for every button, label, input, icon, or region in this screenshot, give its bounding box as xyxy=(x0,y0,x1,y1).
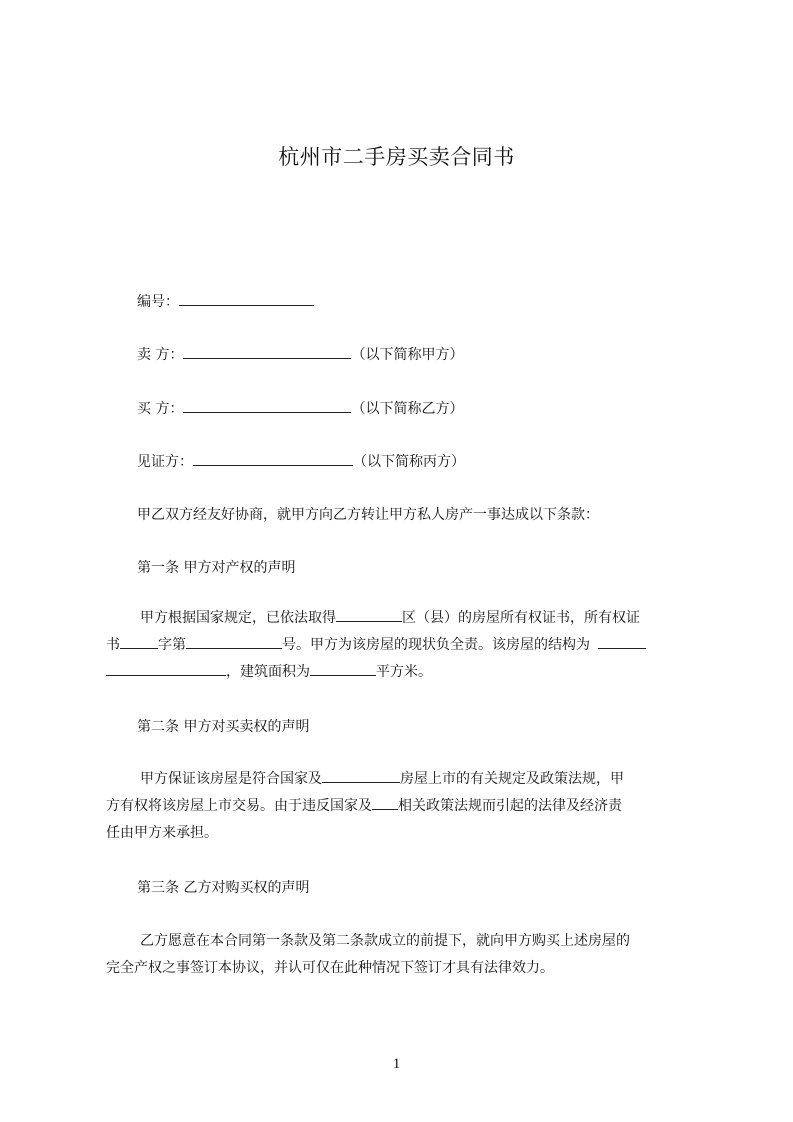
intro-text: 甲乙双方经友好协商，就甲方向乙方转让甲方私人房产一事达成以下条款： xyxy=(137,507,599,523)
structure-blank-2 xyxy=(106,661,226,676)
article-1-text: 区（县）的房屋所有权证书，所有权证 xyxy=(402,610,640,626)
area-blank xyxy=(310,661,376,676)
page-number: 1 xyxy=(392,1056,401,1072)
buyer-suffix: （以下简称乙方） xyxy=(351,401,464,417)
article-1-text: 字第 xyxy=(158,637,186,653)
witness-blank xyxy=(193,451,353,466)
article-1-heading: 第一条 甲方对产权的声明 xyxy=(137,560,296,576)
seller-suffix: （以下简称甲方） xyxy=(351,347,464,363)
article-1-text: ，建筑面积为 xyxy=(226,664,310,680)
certificate-number-blank xyxy=(186,634,282,649)
article-1-text: 平方米。 xyxy=(376,664,432,680)
article-2-body xyxy=(106,766,706,847)
article-1-text: 甲方根据国家规定，已依法取得 xyxy=(140,610,336,626)
article-3-heading: 第三条 乙方对购买权的声明 xyxy=(137,880,310,896)
buyer-line xyxy=(137,398,463,419)
witness-suffix: （以下简称丙方） xyxy=(353,454,465,470)
witness-line xyxy=(137,451,465,472)
article-2-text: 甲方保证该房屋是符合国家及 xyxy=(140,771,322,787)
article-1-text: 书 xyxy=(106,637,120,653)
article-2-text: 房屋上市的有关规定及政策法规，甲 xyxy=(400,771,624,787)
buyer-blank xyxy=(183,398,351,413)
contract-number-blank xyxy=(179,291,314,306)
seller-blank xyxy=(183,344,351,359)
buyer-label: 买 方： xyxy=(137,401,184,417)
article-1-body xyxy=(106,605,706,686)
structure-blank-1 xyxy=(598,634,646,649)
article-2-text: 相关政策法规而引起的法律及经济责 xyxy=(398,798,622,814)
district-blank xyxy=(336,607,402,622)
contract-number-line xyxy=(137,291,314,312)
witness-label: 见证方： xyxy=(137,454,193,470)
policy-blank xyxy=(372,795,398,810)
seller-label: 卖 方： xyxy=(137,347,184,363)
document-title: 杭州市二手房买卖合同书 xyxy=(278,145,515,169)
article-1-text: 号。甲方为该房屋的现状负全责。该房屋的结构为 xyxy=(282,637,590,653)
country-policy-blank xyxy=(322,768,400,783)
seller-line xyxy=(137,344,463,365)
article-2-text: 方有权将该房屋上市交易。由于违反国家及 xyxy=(106,798,372,814)
certificate-prefix-blank xyxy=(120,634,158,649)
article-2-heading: 第二条 甲方对买卖权的声明 xyxy=(137,719,310,735)
article-3-body xyxy=(106,928,706,982)
contract-number-label: 编号： xyxy=(137,294,179,310)
article-3-text: 完全产权之事签订本协议，并认可仅在此种情况下签订才具有法律效力。 xyxy=(106,960,554,976)
article-2-text: 任由甲方来承担。 xyxy=(106,825,218,841)
article-3-text: 乙方愿意在本合同第一条款及第二条款成立的前提下，就向甲方购买上述房屋的 xyxy=(140,933,630,949)
